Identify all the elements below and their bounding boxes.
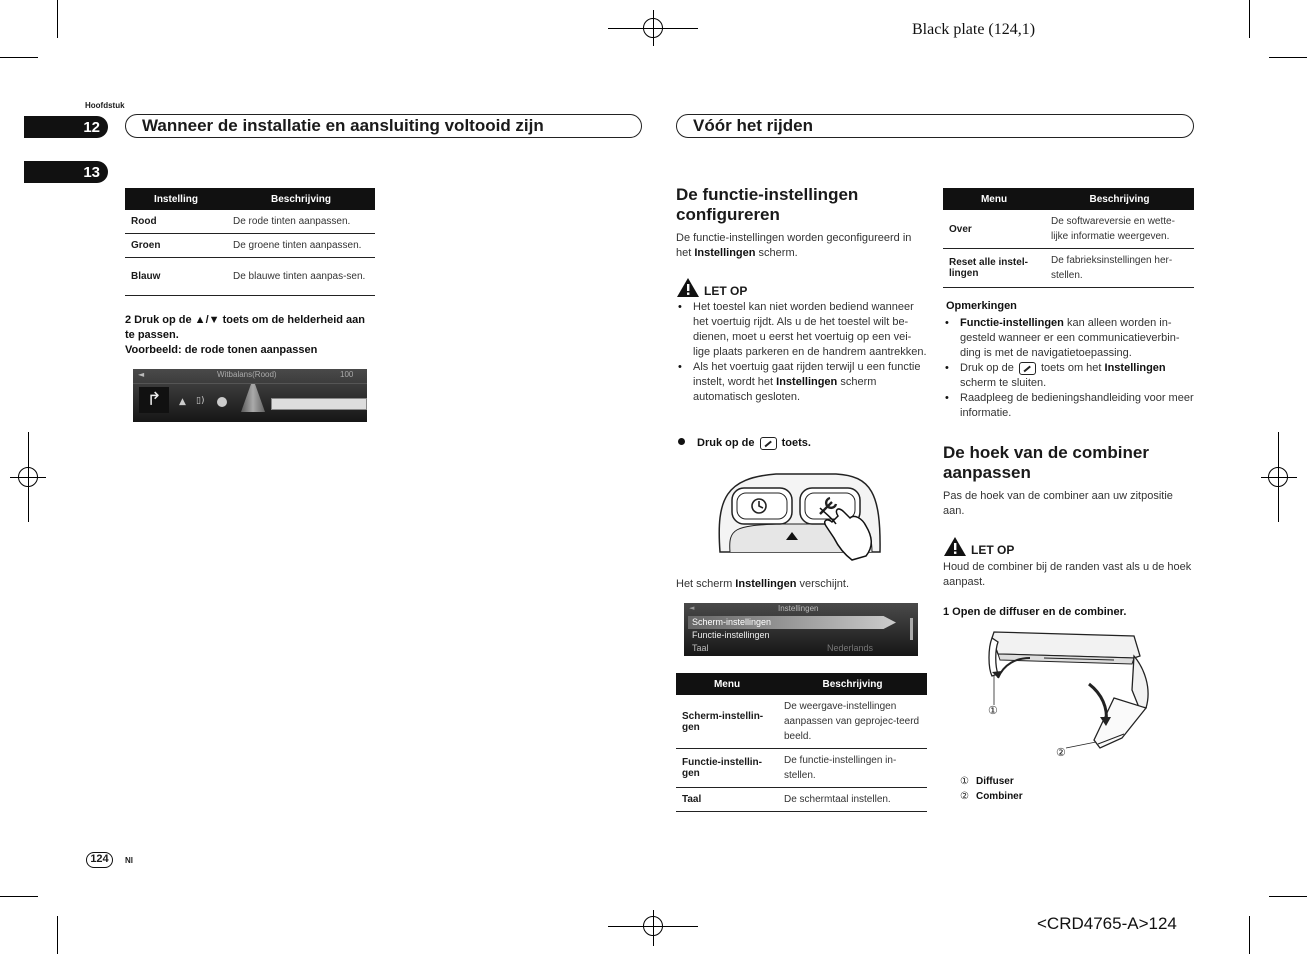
intro-text-part: De functie-instellingen worden geconfigureerd in het [676,232,912,259]
notes-list [943,316,1195,421]
crop-mark [0,896,38,897]
table-cell: Groen [125,234,227,258]
remote-control-illustration [716,468,886,564]
list-item-text: scherm te sluiten. [960,377,1047,389]
table-cell: De groene tinten aanpassen. [227,234,375,258]
crop-mark [57,916,58,954]
legend-label: Diffuser [975,776,1014,787]
chapter-label: Hoofdstuk [85,101,125,110]
registration-mark [643,18,663,38]
notes-heading: Opmerkingen [946,300,1017,312]
menu-item-taal[interactable]: Taal [692,643,709,653]
whitebalance-screen [133,369,367,422]
list-item [676,360,928,405]
table-row [943,249,1194,288]
list-item-bold: Instellingen [1104,362,1166,374]
registration-mark [1268,467,1288,487]
intro-text-part: scherm. [755,247,798,259]
language-code: Nl [125,856,133,865]
list-item-text: toets om het [1040,362,1105,374]
list-item-bold: Instellingen [776,376,838,388]
road-graphic [233,384,273,412]
crop-mark [1269,896,1307,897]
caution-text: Houd de combiner bij de randen vast als u de hoek aanpast. [943,561,1192,588]
document-code: <CRD4765-A>124 [1037,914,1177,933]
table-cell: Scherm-instellin-gen [676,695,778,749]
legend-number: ① [960,776,969,787]
section-title: De functie-instellingen configureren [676,185,859,224]
press-instruction [676,436,811,451]
legend-item [960,774,1023,789]
table-cell: De fabrieksinstellingen her-stellen. [1045,249,1194,288]
table-header: Menu [676,673,778,695]
section-title: De hoek van de combiner aanpassen [943,443,1149,482]
table-cell: Rood [125,210,227,234]
table-cell: De softwareversie en wette-lijke informatie weergeven. [1045,210,1194,249]
caution-label: LET OP [971,543,1015,557]
color-settings-table [125,188,375,296]
table-cell: Taal [676,788,778,812]
table-cell: Over [943,210,1045,249]
taal-value: Nederlands [827,643,874,653]
list-item [943,361,1195,391]
menu-table [676,673,927,812]
registration-mark [18,467,38,487]
list-item-text: Als het voertuig gaat rijden terwijl u een functie instelt, wordt het [693,361,921,388]
legend-number: ② [960,791,969,802]
table-cell: Reset alle instel-lingen [943,249,1045,288]
appears-text-bold: Instellingen [735,578,797,590]
table-row [943,210,1194,249]
bullet-dot [678,438,685,445]
step-1: 1 Open de diffuser en de combiner. [943,606,1127,618]
screen-title: Witbalans(Rood) [217,370,277,379]
list-item-text: kan alleen worden in-gesteld wanneer er een communicatieverbin-ding is met de navigatietoepassing. [960,317,1180,359]
table-header: Menu [943,188,1045,210]
table-row [676,695,927,749]
status-icon [217,397,227,407]
appears-text-part: verschijnt. [796,578,849,590]
screen-divider [133,383,367,384]
legend-label: Combiner [975,791,1023,802]
intro-text [676,231,926,261]
table-row [125,258,375,296]
section-header-right: Vóór het rijden [676,114,1194,138]
caution-heading [943,536,1014,557]
intro-text-bold: Instellingen [694,247,756,259]
table-row [125,234,375,258]
menu-item-functie[interactable]: Functie-instellingen [692,630,770,640]
appears-text-part: Het scherm [676,578,736,590]
list-item: • Het toestel kan niet worden bediend wanneer het voertuig rijdt. Als u de het toestel wilt be-dienen, moet u eerst het voertuig op een vei-lige plaats parkeren en de handrem aantrekken. [676,300,928,360]
list-item-text: Druk op de [960,362,1014,374]
table-cell: De rode tinten aanpassen. [227,210,375,234]
table-cell: Blauw [125,258,227,296]
callout-1: ① [988,705,998,717]
warning-icon [943,536,967,557]
press-text: toets. [781,437,811,449]
registration-mark [643,916,663,936]
crop-mark [1269,57,1307,58]
caution-label: LET OP [704,284,748,298]
crop-mark [0,57,38,58]
screen-title: Instellingen [778,604,819,613]
screen-appears-text [676,577,926,592]
table-cell: De functie-instellingen in-stellen. [778,749,927,788]
table-cell: De blauwe tinten aanpas-sen. [227,258,375,296]
settings-key-icon [1019,362,1036,375]
example-caption: Voorbeeld: de rode tonen aanpassen [125,344,318,356]
crop-mark [1249,0,1250,38]
scrollbar[interactable] [910,618,913,640]
settings-screen [684,603,918,656]
table-cell: De schermtaal instellen. [778,788,927,812]
table-header: Beschrijving [227,188,375,210]
table-header: Beschrijving [778,673,927,695]
step-2: 2 Druk op de ▲/▼ toets om de helderheid aan te passen. [125,314,365,341]
crop-mark [57,0,58,38]
legend-item [960,789,1023,804]
list-item-text: scherm automatisch gesloten. [693,376,877,403]
section-header-left: Wanneer de installatie en aansluiting voltooid zijn [125,114,642,138]
menu-item-scherm[interactable]: Scherm-instellingen [692,617,772,627]
back-arrow-icon: ◄ [138,370,145,379]
list-item-bold: Functie-instellingen [960,317,1064,329]
turn-arrow-icon: ↱ [139,387,169,413]
chapter-tab-12: 12 [24,116,108,138]
press-text: Druk op de [697,437,755,449]
warning-icon: ▲ [179,397,186,407]
table-row [676,749,927,788]
crop-mark [1249,916,1250,954]
intro-text: Pas de hoek van de combiner aan uw zitpositie aan. [943,490,1173,517]
caution-list [676,300,928,405]
plate-label: Black plate (124,1) [912,21,1036,38]
callout-2: ② [1056,747,1066,759]
table-header: Instelling [125,188,227,210]
table-cell: De weergave-instellingen aanpassen van geprojec-teerd beeld. [778,695,927,749]
warning-icon [676,277,700,298]
table-row [125,210,375,234]
chapter-tab-13: 13 [24,161,108,183]
screen-value: 100 [340,370,354,379]
back-arrow-icon: ◄ [689,604,695,612]
list-item: • Raadpleeg de bedieningshandleiding voor meer informatie. [943,391,1195,421]
combiner-illustration [984,628,1154,764]
menu-table-continued [943,188,1194,288]
sound-icon: ▯) [196,396,205,406]
table-cell: Functie-instellin-gen [676,749,778,788]
table-header: Beschrijving [1045,188,1194,210]
settings-key-icon [760,437,777,450]
page-number-badge: 124 [86,852,113,868]
legend [960,774,1023,804]
adjust-bar [271,398,367,410]
table-row [676,788,927,812]
list-item [943,316,1195,361]
caution-heading [676,277,747,298]
